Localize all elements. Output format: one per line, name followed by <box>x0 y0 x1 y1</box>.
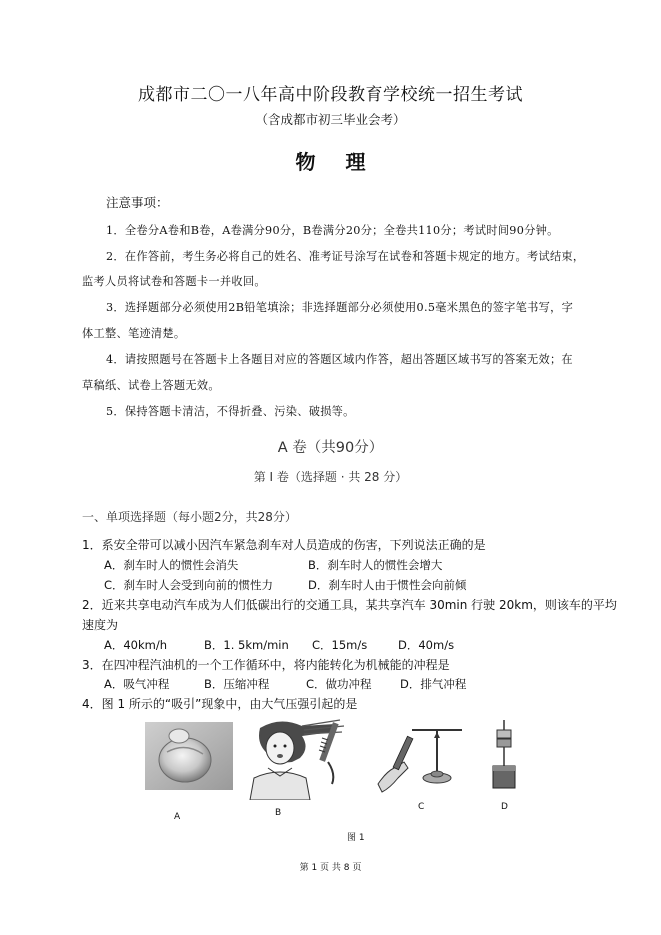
subject-title: 物理 <box>295 150 396 174</box>
notice-item: 1．全卷分A卷和B卷，A卷满分90分，B卷满分20分；全卷共110分；考试时间90分钟。 <box>106 224 559 237</box>
question-1-option-a: A．刹车时人的惯性会消失 <box>104 558 239 572</box>
figure-c-electrostatic-rod <box>374 722 470 794</box>
figure-d-lead-blocks <box>484 720 524 792</box>
figure-d-label: D <box>501 802 508 812</box>
question-3-stem: 3．在四冲程汽油机的一个工作循环中，将内能转化为机械能的冲程是 <box>82 658 450 672</box>
question-2-option-b: B．1. 5km/min <box>204 638 289 652</box>
notice-item: 草稿纸、试卷上答题无效。 <box>82 379 220 392</box>
figure-c-label: C <box>418 802 425 812</box>
section-a1-title: 第 I 卷（选择题 · 共 28 分） <box>253 470 408 484</box>
question-3-option-d: D．排气冲程 <box>400 677 467 691</box>
exam-title: 成都市二〇一八年高中阶段教育学校统一招生考试 <box>138 85 523 105</box>
notice-item: 体工整、笔迹清楚。 <box>82 327 186 340</box>
page-footer: 第 1 页 共 8 页 <box>299 863 362 873</box>
figure-a-suction-cup <box>145 722 233 790</box>
question-1-option-c: C．刹车时人会受到向前的惯性力 <box>104 578 274 592</box>
notice-heading: 注意事项： <box>106 195 169 210</box>
question-4-stem: 4．图 1 所示的“吸引”现象中，由大气压强引起的是 <box>82 697 358 711</box>
section-a-title: A 卷（共90分） <box>277 440 384 456</box>
figure-b-label: B <box>275 808 282 818</box>
figure-caption: 图 1 <box>347 833 365 843</box>
question-2-stem: 2．近来共享电动汽车成为人们低碳出行的交通工具，某共享汽车 30min 行驶 20km，则该车的平均 <box>82 598 617 612</box>
question-3-option-a: A．吸气冲程 <box>104 677 170 691</box>
question-3-option-b: B．压缩冲程 <box>204 677 270 691</box>
notice-item: 4．请按照题号在答题卡上各题目对应的答题区域内作答，超出答题区域书写的答案无效；在 <box>106 353 573 366</box>
part-one-heading: 一、单项选择题（每小题2分，共28分） <box>82 510 297 524</box>
notice-item: 监考人员将试卷和答题卡一并收回。 <box>82 275 266 288</box>
notice-item: 3．选择题部分必须使用2B铅笔填涂；非选择题部分必须使用0.5毫米黑色的签字笔书写，字 <box>106 301 574 314</box>
exam-subtitle: （含成都市初三毕业会考） <box>255 112 406 127</box>
question-2-option-a: A．40km/h <box>104 638 168 652</box>
question-2-stem-cont: 速度为 <box>82 618 119 632</box>
figure-a-label: A <box>174 812 181 822</box>
question-2-option-c: C．15m/s <box>312 638 368 652</box>
question-1-option-d: D．刹车时人由于惯性会向前倾 <box>308 578 467 592</box>
question-1-stem: 1．系安全带可以减小因汽车紧急刹车对人员造成的伤害，下列说法正确的是 <box>82 538 486 552</box>
figure-b-girl-comb <box>240 718 350 800</box>
question-2-option-d: D．40m/s <box>398 638 455 652</box>
notice-item: 5．保持答题卡清洁，不得折叠、污染、破损等。 <box>106 405 355 418</box>
notice-item: 2．在作答前，考生务必将自己的姓名、准考证号涂写在试卷和答题卡规定的地方。考试结束， <box>106 250 585 263</box>
question-1-option-b: B．刹车时人的惯性会增大 <box>308 558 443 572</box>
question-3-option-c: C．做功冲程 <box>306 677 372 691</box>
